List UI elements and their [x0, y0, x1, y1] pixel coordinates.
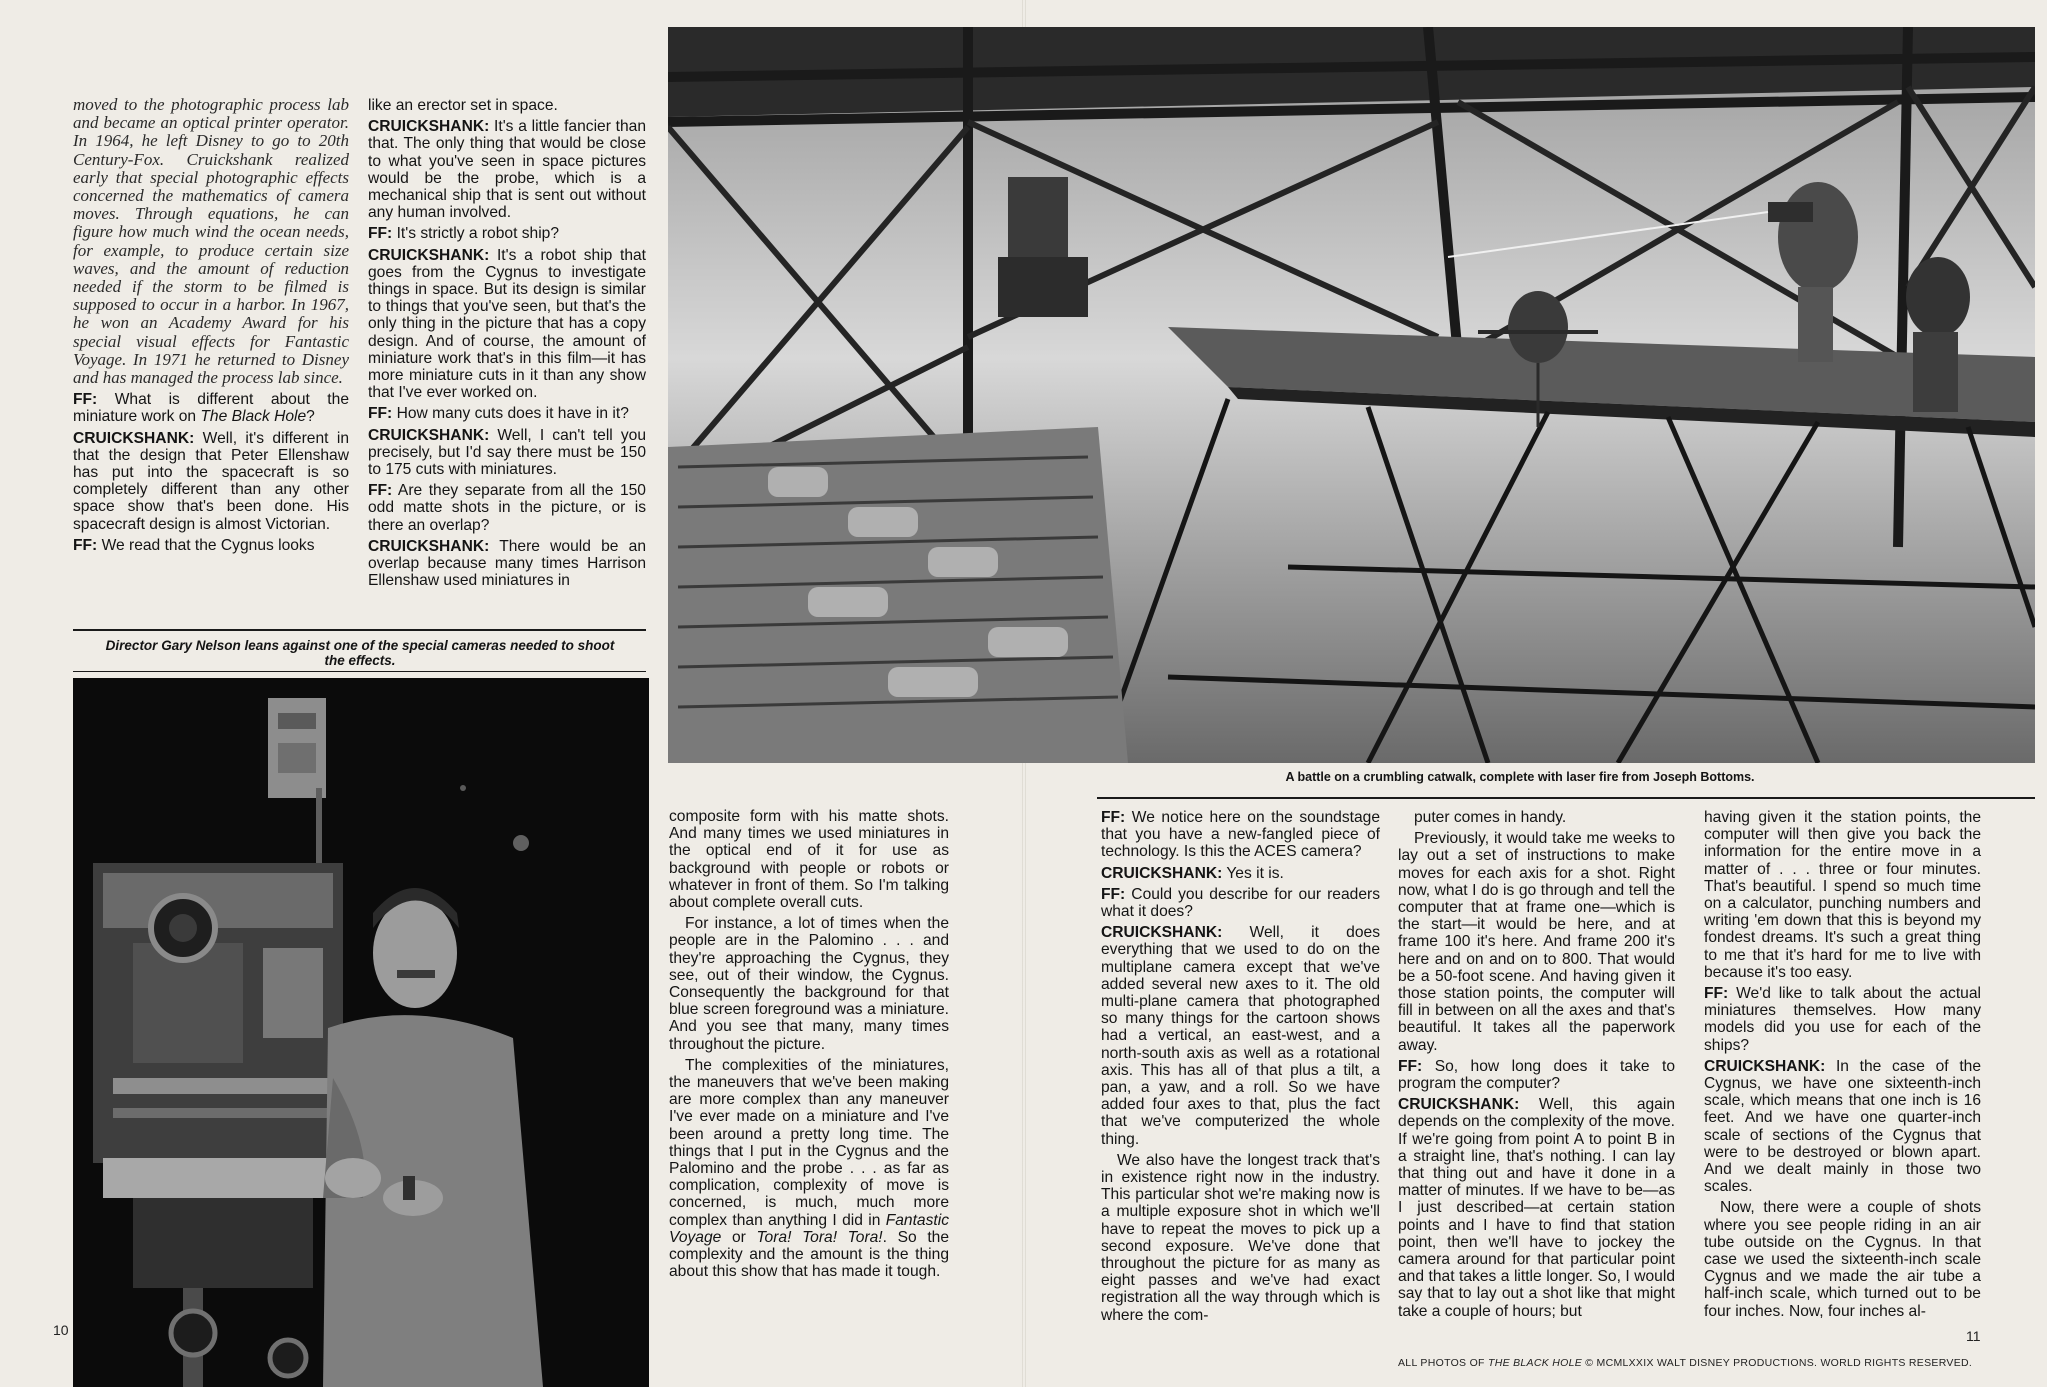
interview-paragraph: CRUICKSHANK: Well, this again depends on the complexity of the move. If we're going from point A to point B in a straight line, that's nothing. I can lay that thing out and have it done in a matter of minutes. If we have to be—as I just described—at certain station points and I have to find that station point, then we'll have to jockey the camera around for that particular point and that takes a little longer. So, I would say that to lay out a shot like that might take a couple of hours; but — [1398, 1096, 1675, 1320]
interview-paragraph: For instance, a lot of times when the people are in the Palomino . . . and they're approaching the Cygnus, they see, out of their window, the Cygnus. Consequently the background for that blue screen foreground was a miniature. And you see that many, many times throughout the picture. — [669, 915, 949, 1053]
interview-paragraph: FF: How many cuts does it have in it? — [368, 405, 629, 423]
speaker-label: FF: — [1101, 885, 1126, 903]
film-title: Tora! Tora! Tora! — [756, 1228, 883, 1246]
speaker-label: FF: — [73, 391, 98, 409]
interview-paragraph: FF: We read that the Cygnus looks — [73, 536, 315, 554]
speaker-label: FF: — [368, 225, 393, 243]
caption-rule-bottom — [73, 671, 646, 672]
speaker-label: CRUICKSHANK: — [368, 537, 490, 555]
page-number-right: 11 — [1966, 1328, 1981, 1344]
caption-rule-right — [1097, 797, 2035, 799]
speaker-label: CRUICKSHANK: — [1398, 1096, 1520, 1114]
interview-paragraph: like an erector set in space. — [368, 97, 558, 114]
interview-paragraph: Previously, it would take me weeks to lay out a set of instructions to make moves for each axis for a shot. Right now, what I do is go through and tell the computer that at frame one—which is the start—it would be here, and at frame 100 it's here. And frame 200 it's here and on and on to 800. That would be a 50-foot scene. And having given it those station points, the computer will fill in between on all the axes and that's beautiful. It takes all the paperwork away. — [1398, 830, 1675, 1054]
photo-director-with-camera — [73, 678, 649, 1387]
interview-paragraph: FF: Could you describe for our readers what it does? — [1101, 885, 1380, 921]
interview-paragraph: CRUICKSHANK: Yes it is. — [1101, 864, 1284, 882]
speaker-label: CRUICKSHANK: — [73, 429, 195, 447]
left-column-1 — [73, 96, 349, 558]
interview-paragraph: FF: We notice here on the soundstage that you have a new-fangled piece of technology. Is this the ACES camera? — [1101, 809, 1380, 861]
interview-paragraph: The complexities of the miniatures, the maneuvers that we've been making are more complex than any maneuver I've ever made on a miniature and I've been around a pretty long time. The things that I put in the Cygnus and the Palomino and the probe . . . as far as complication, complexity of move is concerned, is much, much more complex than anything I did in Fantastic Voyage or Tora! Tora! Tora!. So the complexity and the amount is the thing about this show that has made it tough. — [669, 1056, 950, 1281]
interview-paragraph: CRUICKSHANK: It's a robot ship that goes from the Cygnus to investigate things in space. But its design is similar to things that you've seen, but that's the only thing in the picture that has a copy design. And of course, the amount of miniature work that's in this film—it has more miniature cuts in it than any show that I've ever worked on. — [368, 246, 646, 402]
interview-paragraph: CRUICKSHANK: Well, it does everything that we used to do on the multiplane camera except that we've added several new axes to it. The old multi-plane camera that photographed so many things for the cartoon shows had a vertical, an east-west, and a north-south axis as well as a rotational axis. This has all of that plus a tilt, a pan, a yaw, and a roll. So we have added four axes to that, plus the fact that we've computerized the whole thing. — [1101, 924, 1380, 1148]
film-title: The Black Hole — [200, 408, 307, 426]
right-column-3 — [1704, 809, 1981, 1324]
speaker-label: CRUICKSHANK: — [368, 118, 490, 136]
interview-paragraph: CRUICKSHANK: There would be an overlap because many times Harrison Ellenshaw used miniatures in — [368, 537, 646, 590]
interview-paragraph: CRUICKSHANK: Well, I can't tell you precisely, but I'd say there must be 150 to 175 cuts with miniatures. — [368, 426, 646, 479]
speaker-label: CRUICKSHANK: — [1704, 1057, 1826, 1075]
film-title: Fantastic Voyage — [669, 1211, 949, 1246]
film-title: THE BLACK HOLE — [1487, 1357, 1583, 1369]
photo-credit-line: ALL PHOTOS OF THE BLACK HOLE © MCMLXXIX WALT DISNEY PRODUCTIONS. WORLD RIGHTS RESERVED. — [1398, 1357, 1973, 1369]
interview-paragraph: FF: We'd like to talk about the actual miniatures themselves. How many models did you use for each of the ships? — [1704, 985, 1981, 1054]
photo-catwalk-battle — [668, 27, 2035, 763]
right-column-2 — [1398, 809, 1675, 1324]
interview-paragraph: having given it the station points, the computer will then give you back the information for the entire move in a matter of . . . three or four minutes. That's beautiful. I spend so much time on a calculator, punching numbers and writing 'em down that this is beyond my fondest dreams. It's such a great thing to me that it's hard for me to live with because it's too easy. — [1704, 809, 1981, 981]
interview-paragraph: We also have the longest track that's in existence right now in the industry. This particular shot we're making now is a multiple exposure shot in which we'll have to repeat the moves to pick up a second exposure. We've done that throughout the picture for as many as eight passes and we've had exact registration all the way through which is where the com- — [1101, 1151, 1380, 1324]
intro-paragraph: moved to the photographic process lab and became an optical printer operator. In 1964, he left Disney to go to 20th Century-Fox. Cruickshank realized early that special photographic effects concerned the mathematics of camera moves. Through equations, he can figure how much wind the ocean needs, for example, to produce certain size waves, and the amount of reduction needed if the storm to be filmed is supposed to occur in a harbor. In 1967, he won an Academy Award for his special visual effects for Fantastic Voyage. In 1971 he returned to Disney and has managed the process lab since. — [73, 95, 349, 388]
interview-paragraph: puter comes in handy. — [1414, 809, 1567, 826]
photo-caption-camera: Director Gary Nelson leans against one of the special cameras needed to shoot the effects. — [105, 638, 615, 668]
speaker-label: FF: — [368, 405, 393, 423]
speaker-label: FF: — [1398, 1057, 1423, 1075]
interview-paragraph: Now, there were a couple of shots where you see people riding in an air tube outside on the Cygnus. In that case we used the sixteenth-inch scale Cygnus and we made the air tube a half-inch scale, which turned out to be four inches. Now, four inches al- — [1704, 1199, 1981, 1320]
speaker-label: CRUICKSHANK: — [1101, 864, 1223, 882]
right-column-1 — [1101, 809, 1380, 1328]
left-column-2 — [368, 97, 646, 593]
left-column-3 — [669, 808, 949, 1284]
photo-caption-catwalk: A battle on a crumbling catwalk, complete with laser fire from Joseph Bottoms. — [1285, 770, 1755, 784]
interview-paragraph: composite form with his matte shots. And many times we used miniatures in the optical end of it for use as background with people or robots or whatever in front of them. So I'm talking about complete overall cuts. — [669, 808, 949, 912]
caption-rule-top — [73, 629, 646, 631]
speaker-label: FF: — [1704, 985, 1729, 1003]
speaker-label: FF: — [368, 482, 393, 500]
speaker-label: CRUICKSHANK: — [1101, 924, 1223, 942]
interview-paragraph: FF: Are they separate from all the 150 odd matte shots in the picture, or is there an overlap? — [368, 482, 646, 534]
interview-paragraph: FF: So, how long does it take to program the computer? — [1398, 1057, 1675, 1093]
interview-paragraph: CRUICKSHANK: Well, it's different in that the design that Peter Ellenshaw has put into the spacecraft is so completely different than any other space show that's been done. His spacecraft design is almost Victorian. — [73, 429, 349, 533]
interview-paragraph: FF: It's strictly a robot ship? — [368, 225, 560, 243]
interview-paragraph: CRUICKSHANK: In the case of the Cygnus, we have one sixteenth-inch scale, which means that one inch is 16 feet. And we have one quarter-inch scale of sections of the Cygnus that were to be destroyed or blown apart. And we dealt mainly in those two scales. — [1704, 1057, 1981, 1196]
interview-paragraph: FF: What is different about the miniature work on The Black Hole? — [73, 391, 349, 426]
speaker-label: CRUICKSHANK: — [368, 426, 490, 444]
page-number-left: 10 — [53, 1322, 69, 1338]
speaker-label: CRUICKSHANK: — [368, 246, 490, 264]
speaker-label: FF: — [73, 536, 98, 554]
interview-paragraph: CRUICKSHANK: It's a little fancier than that. The only thing that would be close to what you've seen in space pictures would be the probe, which is a mechanical ship that is sent out without any human involved. — [368, 118, 646, 222]
speaker-label: FF: — [1101, 809, 1126, 826]
